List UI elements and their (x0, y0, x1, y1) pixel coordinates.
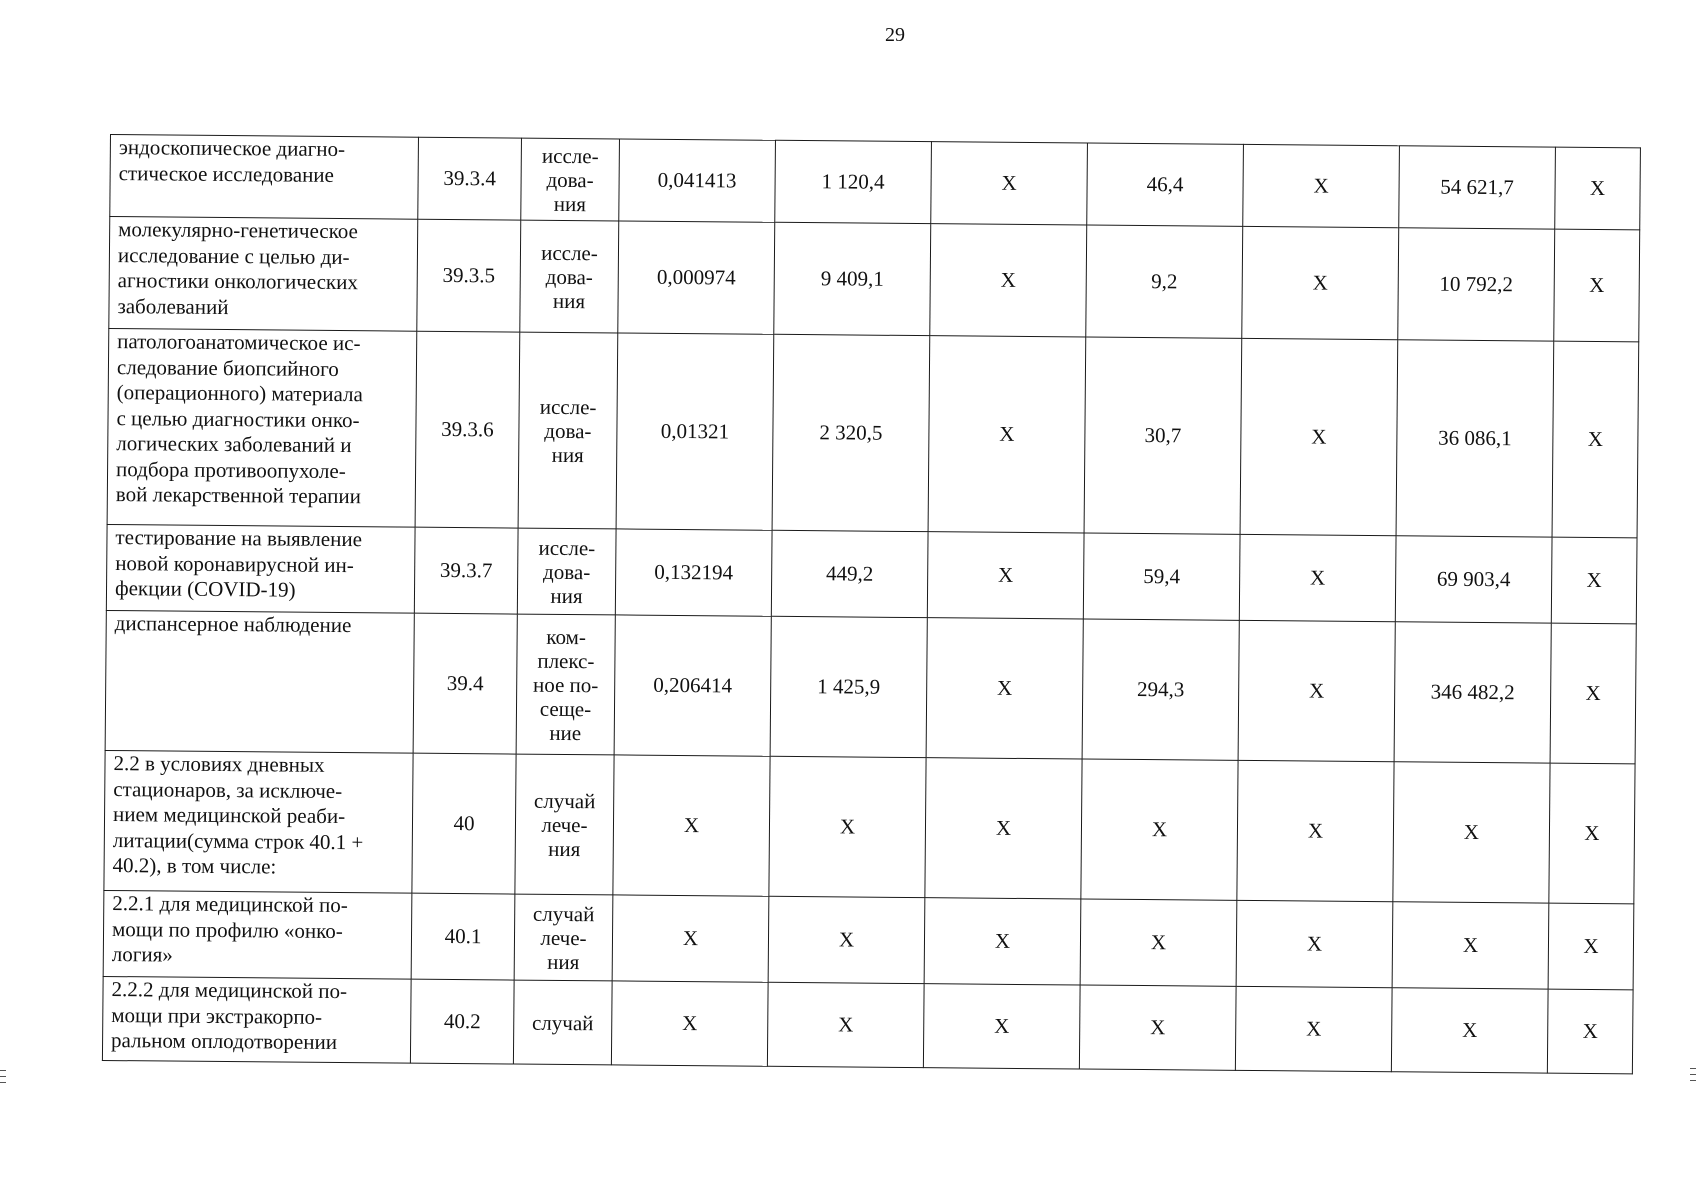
cell-value: Х (1392, 902, 1549, 989)
unit-of-measure: иссле- дова- ния (518, 332, 618, 529)
table-row (105, 610, 1636, 763)
cell-value: 1 120,4 (775, 140, 932, 223)
table-row (104, 750, 1635, 903)
cell-value: 10 792,2 (1398, 228, 1555, 341)
cell-value: Х (1550, 623, 1636, 764)
cell-value: 449,2 (771, 530, 928, 617)
row-code: 40.1 (411, 893, 515, 980)
table-row (102, 976, 1633, 1073)
data-table (102, 134, 1641, 1074)
cell-value: 0,041413 (619, 139, 776, 222)
cell-value: Х (769, 756, 926, 897)
row-code: 39.3.4 (418, 137, 522, 220)
cell-value: Х (1079, 985, 1236, 1070)
cell-value: 2 320,5 (772, 334, 930, 531)
cell-value: Х (1391, 988, 1548, 1073)
cell-value: 0,01321 (616, 333, 774, 530)
cell-value: Х (1238, 620, 1395, 761)
row-code: 40 (412, 753, 516, 894)
cell-value: Х (924, 898, 1081, 985)
cell-value: Х (612, 895, 769, 982)
cell-value: Х (1240, 338, 1398, 535)
cell-value: 0,000974 (618, 221, 775, 334)
cell-value: Х (1547, 989, 1633, 1074)
unit-of-measure: случай лече- ния (515, 754, 614, 895)
cell-value: 1 425,9 (770, 616, 927, 757)
row-label: 2.2.2 для медицинской по- мощи при экстракорпо- ральном оплодотворении (102, 976, 411, 1063)
cell-value: Х (1239, 534, 1396, 621)
edge-mark-left (0, 1076, 6, 1077)
cell-value: Х (1549, 763, 1635, 904)
cell-value: 46,4 (1087, 143, 1244, 226)
row-code: 39.4 (413, 613, 517, 754)
cell-value: Х (1080, 899, 1237, 986)
cell-value: Х (923, 984, 1080, 1069)
unit-of-measure: иссле- дова- ния (521, 138, 620, 221)
cell-value: Х (767, 982, 924, 1067)
cell-value: Х (1551, 537, 1637, 624)
cell-value: 36 086,1 (1396, 340, 1554, 537)
table-row (110, 135, 1641, 230)
cell-value: Х (930, 224, 1087, 337)
cell-value: Х (1555, 147, 1641, 230)
unit-of-measure: ком- плекс- ное по- сеще- ние (516, 614, 615, 755)
cell-value: 9,2 (1086, 225, 1243, 338)
cell-value: Х (1237, 760, 1394, 901)
row-label: тестирование на выявление новой коронавирусной ин- фекции (COVID-19) (106, 524, 415, 613)
cell-value: 69 903,4 (1395, 536, 1552, 623)
table-row (106, 524, 1637, 623)
cell-value: Х (611, 981, 768, 1066)
row-code: 39.3.6 (415, 331, 520, 528)
cell-value: 9 409,1 (774, 222, 931, 335)
edge-mark-right (1690, 1068, 1696, 1069)
cell-value: Х (1552, 341, 1639, 538)
cell-value: 294,3 (1082, 619, 1239, 760)
page-number: 29 (885, 24, 905, 46)
cell-value: Х (928, 336, 1086, 533)
table-body (102, 135, 1640, 1074)
cell-value: Х (1554, 229, 1640, 342)
cell-value: Х (1548, 903, 1634, 990)
unit-of-measure: случай лече- ния (514, 894, 613, 981)
row-label: 2.2.1 для медицинской по- мощи по профилю «онко- логия» (103, 890, 412, 979)
edge-mark-right (1690, 1080, 1696, 1081)
row-code: 40.2 (410, 979, 514, 1064)
cell-value: Х (931, 142, 1088, 225)
table-row (103, 890, 1634, 989)
unit-of-measure: случай (513, 980, 612, 1065)
cell-value: Х (768, 896, 925, 983)
row-label: диспансерное наблюдение (105, 610, 414, 753)
cell-value: 0,206414 (614, 615, 771, 756)
unit-of-measure: иссле- дова- ния (520, 220, 619, 333)
cell-value: Х (1081, 759, 1238, 900)
edge-mark-left (0, 1082, 6, 1083)
cell-value: Х (927, 532, 1084, 619)
cell-value: Х (925, 758, 1082, 899)
row-code: 39.3.7 (414, 527, 518, 614)
cell-value: 59,4 (1083, 533, 1240, 620)
unit-of-measure: иссле- дова- ния (517, 528, 616, 615)
row-label: патологоанатомическое ис- следование биопсийного (операционного) материала с целью диагностики онко- логических заболеваний и подбора противоопухоле- вой лекарственной терапии (107, 328, 417, 527)
cell-value: Х (1235, 986, 1392, 1071)
cell-value: Х (1242, 226, 1399, 339)
table-row (109, 217, 1640, 342)
row-code: 39.3.5 (417, 219, 521, 332)
cell-value: 54 621,7 (1399, 146, 1556, 229)
edge-mark-right (1690, 1074, 1696, 1075)
table-row (107, 328, 1639, 537)
row-label: 2.2 в условиях дневных стационаров, за исключе- нием медицинской реаби- литации(сумма строк 40.1 + 40.2), в том числе: (104, 750, 413, 893)
row-label: эндоскопическое диагно- стическое исследование (110, 135, 419, 220)
cell-value: Х (1393, 762, 1550, 903)
cell-value: Х (1236, 900, 1393, 987)
cell-value: 346 482,2 (1394, 622, 1551, 763)
cell-value: 30,7 (1084, 337, 1242, 534)
cell-value: Х (1243, 144, 1400, 227)
cell-value: Х (613, 755, 770, 896)
row-label: молекулярно-генетическое исследование с целью ди- агностики онкологических заболеваний (109, 217, 418, 332)
cell-value: 0,132194 (615, 529, 772, 616)
cell-value: Х (926, 618, 1083, 759)
edge-mark-left (0, 1070, 6, 1071)
